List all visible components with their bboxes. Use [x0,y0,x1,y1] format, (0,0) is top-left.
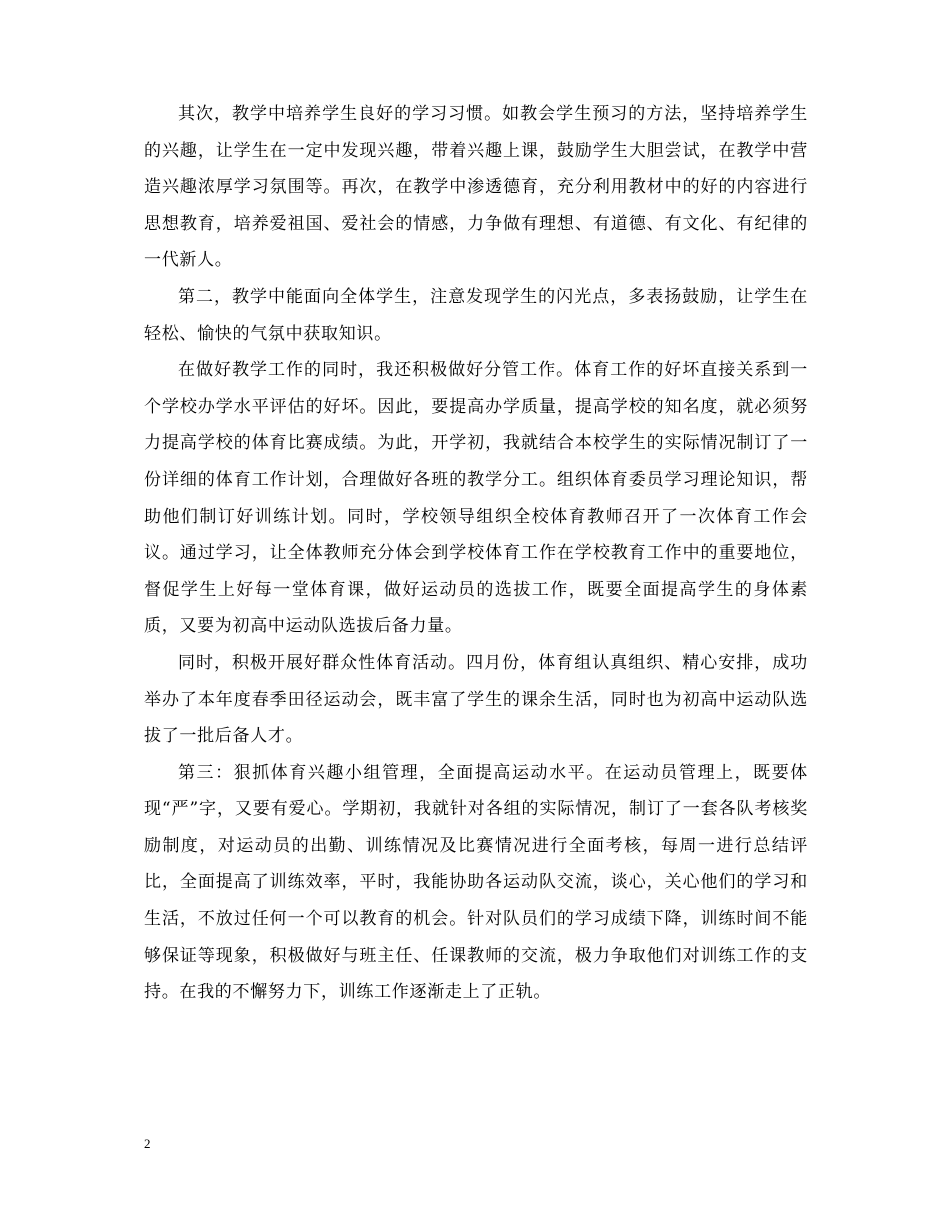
paragraph-4: 同时，积极开展好群众性体育活动。四月份，体育组认真组织、精心安排，成功举办了本年度春季田径运动会，既丰富了学生的课余生活，同时也为初高中运动队选拔了一批后备人才。 [144,652,808,747]
body-text [144,96,808,1011]
page-number: 2 [144,1136,151,1151]
paragraph-3: 在做好教学工作的同时，我还积极做好分管工作。体育工作的好坏直接关系到一个学校办学水平评估的好坏。因此，要提高办学质量，提高学校的知名度，就必须努力提高学校的体育比赛成绩。为此，开学初，我就结合本校学生的实际情况制订了一份详细的体育工作计划，合理做好各班的教学分工。组织体育委员学习理论知识，帮助他们制订好训练计划。同时，学校领导组织全校体育教师召开了一次体育工作会议。通过学习，让全体教师充分体会到学校体育工作在学校教育工作中的重要地位，督促学生上好每一堂体育课，做好运动员的选拔工作，既要全面提高学生的身体素质，又要为初高中运动队选拔后备力量。 [144,360,808,637]
paragraph-5: 第三：狠抓体育兴趣小组管理，全面提高运动水平。在运动员管理上，既要体现“严”字，又要有爱心。学期初，我就针对各组的实际情况，制订了一套各队考核奖励制度，对运动员的出勤、训练情况及比赛情况进行全面考核，每周一进行总结评比，全面提高了训练效率，平时，我能协助各运动队交流，谈心，关心他们的学习和生活，不放过任何一个可以教育的机会。针对队员们的学习成绩下降，训练时间不能够保证等现象，积极做好与班主任、任课教师的交流，极力争取他们对训练工作的支持。在我的不懈努力下，训练工作逐渐走上了正轨。 [144,762,808,1003]
paragraph-2: 第二，教学中能面向全体学生，注意发现学生的闪光点，多表扬鼓励，让学生在轻松、愉快的气氛中获取知识。 [144,286,808,344]
paragraph-1: 其次，教学中培养学生良好的学习习惯。如教会学生预习的方法，坚持培养学生的兴趣，让学生在一定中发现兴趣，带着兴趣上课，鼓励学生大胆尝试，在教学中营造兴趣浓厚学习氛围等。再次，在教学中渗透德育，充分利用教材中的好的内容进行思想教育，培养爱祖国、爱社会的情感，力争做有理想、有道德、有文化、有纪律的一代新人。 [144,104,808,271]
